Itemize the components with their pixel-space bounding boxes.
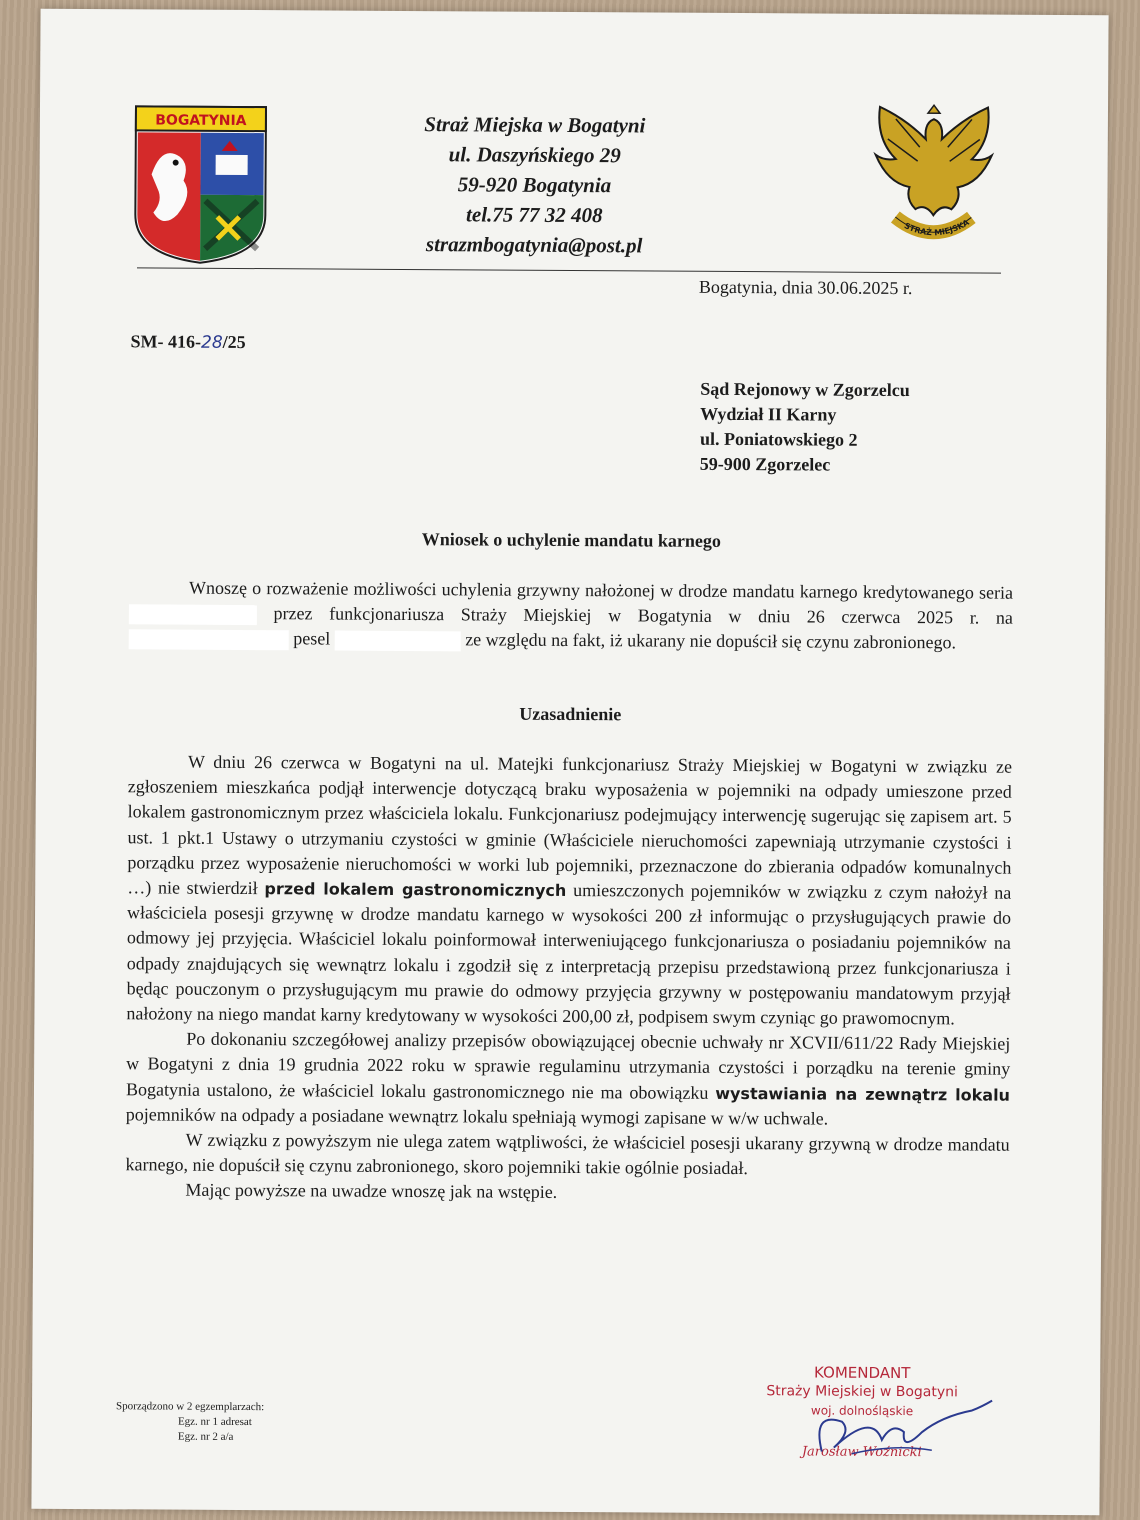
handwritten-signature: [782, 1391, 1012, 1472]
copies-count: Sporządzono w 2 egzemplarzach:: [116, 1400, 265, 1414]
justification-paragraph-4: Mając powyższe na uwadze wnoszę jak na wstępie.: [185, 1180, 558, 1203]
bogatynia-coat-of-arms: [133, 104, 268, 265]
request-text-2: przez funkcjonariusza Straży Miejskiej w Bogatynia w dniu 26 czerwca 2025 r. na: [273, 603, 1013, 628]
stamp-name: Jarosław Woźnicki: [801, 1444, 922, 1461]
redacted-ticket-series: [129, 604, 257, 625]
letter-date: Bogatynia, dnia 30.06.2025 r.: [698, 276, 913, 299]
organization-street: ul. Daszyńskiego 29: [448, 142, 621, 168]
request-text-3: pesel: [293, 628, 331, 649]
request-text-1: Wnoszę o rozważenie możliwości uchylenia grzywny nałożonej w drodze mandatu karnego kredytowanego seria: [188, 577, 1014, 603]
justification-paragraph-3: W związku z powyższym nie ulega zatem wątpliwości, że właściciel posesji ukarany grzywną w drodze mandatu karnego, nie dopuścił się czynu zabronionego, skoro pojemniki takie ogólnie posiadał.: [125, 1129, 1010, 1179]
request-text-4: ze względu na fakt, iż ukarany nie dopuścił się czynu zabronionego.: [465, 629, 957, 653]
stamp-title: KOMENDANT: [814, 1363, 911, 1383]
recipient-street: ul. Poniatowskiego 2: [699, 428, 858, 450]
copies-note: [116, 1399, 264, 1445]
stamp-unit: Straży Miejskiej w Bogatyni: [766, 1383, 959, 1401]
recipient-address: [700, 377, 910, 478]
justification-heading: Uzasadnienie: [519, 703, 622, 725]
request-paragraph: [129, 575, 1013, 655]
reference-handwritten-number: 28: [200, 332, 223, 353]
document-title: Wniosek o uchylenie mandatu karnego: [421, 529, 721, 551]
justification-paragraph-2: Po dokonaniu szczegółowej analizy przepisów obowiązującej obecnie uchwały nr XCVII/611/22 Rady Miejskiej w Bogatyni z dnia 19 grudnia 2022 roku w sprawie regulaminu utrzymania czystości i porządku na terenie gminy Bogatynia ustalono, że właściciel lokalu gastronomicznego nie ma obowiązku wystawiania na zewnątrz lokalu pojemników na odpady a posiadane wewnątrz lokalu spełniają wymogi zapisane w w/w uchwale.: [125, 1028, 1011, 1129]
organization-phone: tel.75 77 32 408: [466, 202, 603, 228]
emblem-ring-text: STRAŻ MIEJSKA: [902, 217, 971, 238]
reference-suffix: /25: [222, 331, 246, 353]
document-page: [31, 9, 1108, 1515]
emphasis-front-of-premises: przed lokalem gastronomicznych: [264, 879, 567, 900]
crest-label: BOGATYNIA: [155, 112, 247, 130]
copy-2: Egz. nr 2 a/a: [177, 1430, 234, 1443]
recipient-court: Sąd Rejonowy w Zgorzelcu: [700, 378, 910, 401]
municipal-guard-eagle-emblem: [865, 99, 1002, 250]
recipient-division: Wydział II Karny: [700, 403, 837, 425]
reference-prefix: SM- 416-: [130, 331, 202, 352]
organization-email: strazmbogatynia@post.pl: [425, 232, 643, 258]
justification-paragraph-1: W dniu 26 czerwca w Bogatyni na ul. Matejki funkcjonariusz Straży Miejskiej w Bogatyni w związku ze zgłoszeniem mieszkańca podjął interwencje dotyczącą braku wyposażenia w pojemniki na odpady umieszone przed lokalem gastronomicznym przez właściciela lokalu. Funkcjonariusz podejmujący interwencję sugerując się zapisem art. 5 ust. 1 pkt.1 Ustawy o utrzymaniu czystości w gminie (Właściciele nieruchomości zapewniają utrzymanie czystości i porządku przez wyposażenie nieruchomości w worki lub pojemniki, przeznaczone do zbierania odpadów komunalnych …) nie stwierdził przed lokalem gastronomicznych umieszczonych pojemników w związku z czym nałożył na właściciela posesji grzywnę w drodze mandatu karnego w wysokości 200 zł informując o przysługujących prawie do odmowy jej przyjęcia. Właściciel lokalu poinformował interweniującego funkcjonariusza o posiadaniu pojemników na odpady znajdujących się wewnątrz lokalu i zgodził się z interpretacją przepisu przedstawioną przez funkcjonariusza i będąc pouczonym o przysługującym mu prawie do odmowy przyjęcia grzywny w postępowaniu mandatowym przyjął nałożony na niego mandat karny kredytowany w wysokości 200,00 zł, podpisem swym czyniąc go prawomocnym.: [126, 751, 1013, 1029]
redacted-pesel: [335, 630, 461, 651]
redacted-person-name: [129, 629, 289, 650]
stamp-region: woj. dolnośląskie: [810, 1403, 914, 1419]
header-divider: [137, 267, 1001, 273]
emphasis-outside-premises: wystawiania na zewnątrz lokalu: [715, 1083, 1011, 1105]
organization-name: Straż Miejska w Bogatyni: [424, 112, 646, 138]
recipient-city: 59-900 Zgorzelec: [699, 453, 831, 475]
copy-1: Egz. nr 1 adresat: [177, 1415, 252, 1429]
organization-city: 59-920 Bogatynia: [457, 172, 612, 198]
letterhead: [369, 109, 700, 261]
reference-number: [130, 331, 245, 353]
justification-body: [125, 749, 1012, 1208]
